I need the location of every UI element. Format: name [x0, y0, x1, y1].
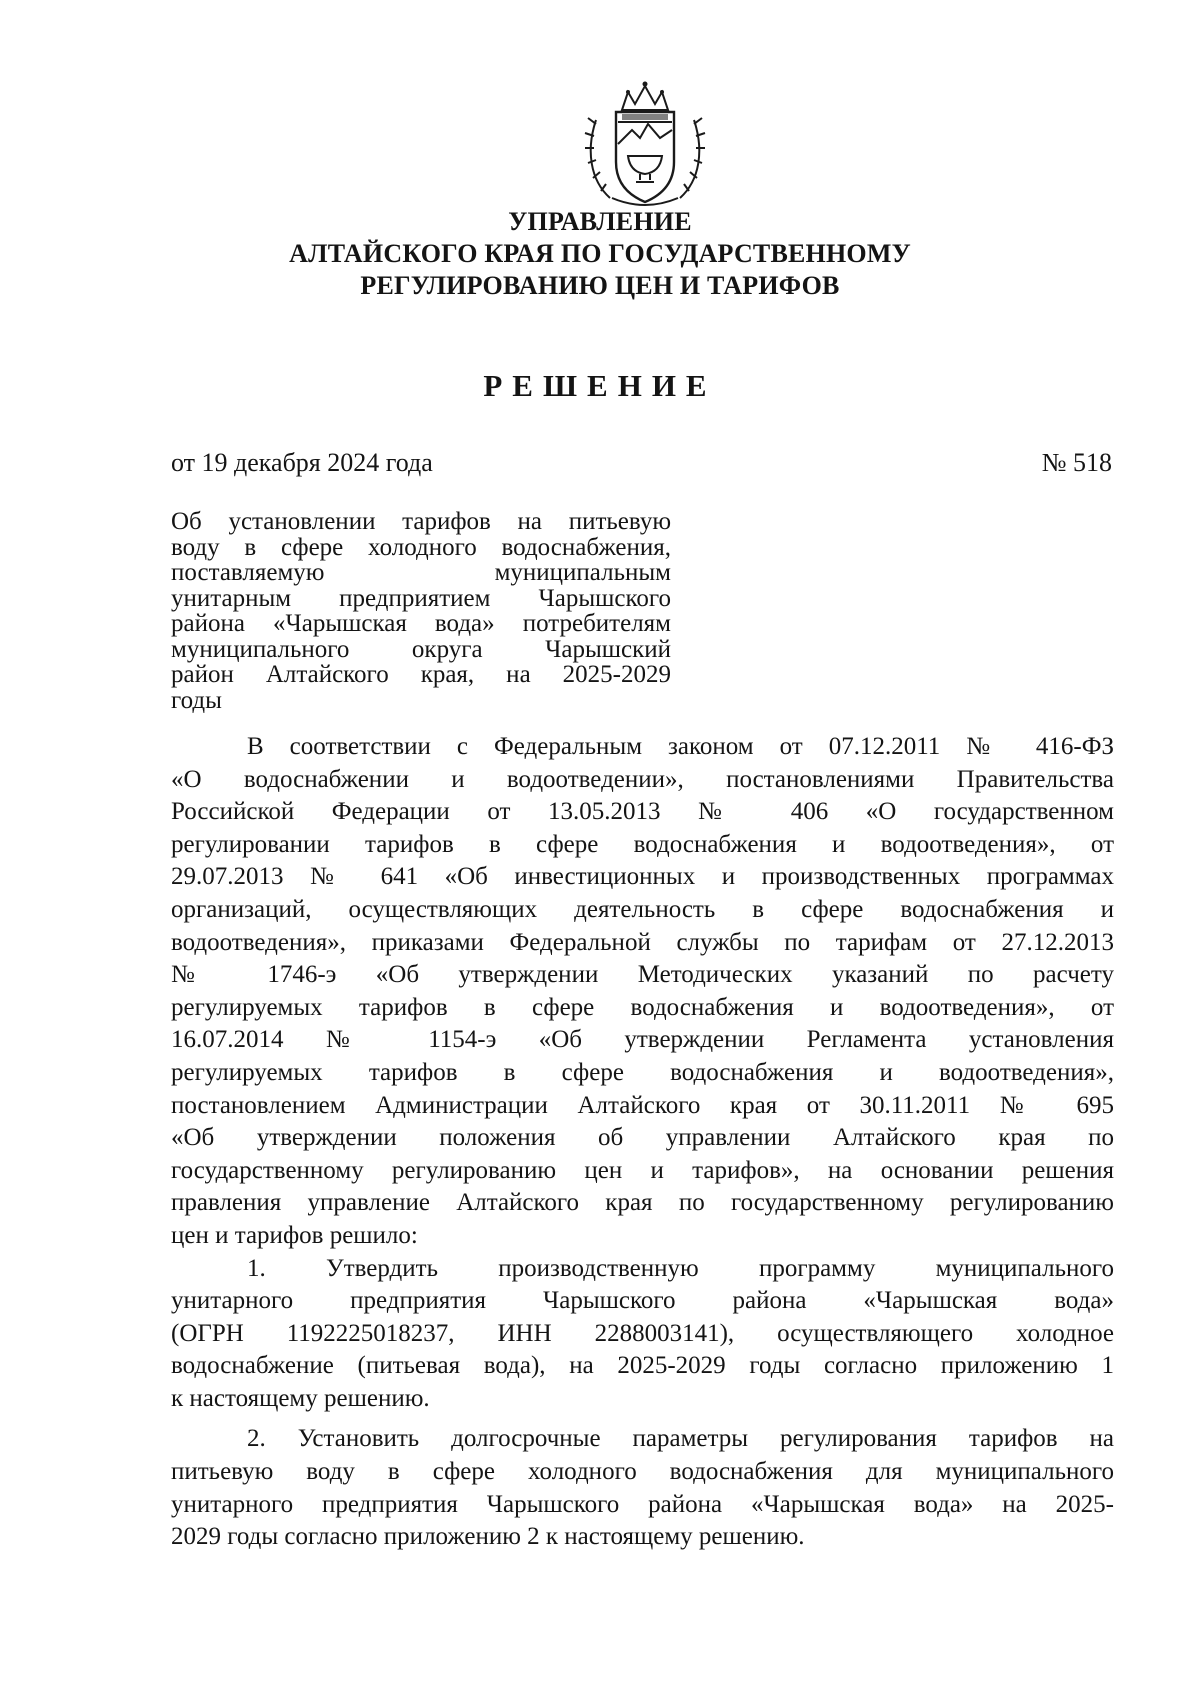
- item-1-line: (ОГРН 1192225018237, ИНН 2288003141), осуществляющего холодное: [171, 1319, 1114, 1347]
- subject-line: воду в сфере холодного водоснабжения,: [171, 533, 671, 561]
- subject-line: Об установлении тарифов на питьевую: [171, 508, 671, 535]
- preamble-line: В соответствии с Федеральным законом от 07.12.2011 № 416-ФЗ: [247, 733, 1114, 760]
- item-1-paragraph: [171, 1253, 1114, 1416]
- agency-line: АЛТАЙСКОГО КРАЯ ПО ГОСУДАРСТВЕННОМУ: [289, 239, 911, 268]
- document-type-title: РЕШЕНИЕ: [483, 368, 717, 403]
- decision-body: [171, 731, 1114, 1554]
- preamble-line: регулируемых тарифов в сфере водоснабжения и водоотведения»,: [171, 1058, 1114, 1086]
- preamble-line: цен и тарифов решило:: [171, 1221, 418, 1249]
- item-2-line: унитарного предприятия Чарышского района «Чарышская вода» на 2025-: [171, 1490, 1114, 1518]
- preamble-line: 16.07.2014 № 1154-э «Об утверждении Регламента установления: [171, 1026, 1114, 1054]
- preamble-line: организаций, осуществляющих деятельность в сфере водоснабжения и: [171, 895, 1114, 923]
- subject-line: района «Чарышская вода» потребителям: [171, 610, 671, 637]
- item-2-line: 2. Установить долгосрочные параметры регулирования тарифов на: [247, 1425, 1114, 1453]
- preamble-line: Российской Федерации от 13.05.2013 № 406 «О государственном: [171, 798, 1114, 826]
- subject-line: муниципального округа Чарышский: [171, 635, 671, 663]
- preamble-line: водоотведения», приказами Федеральной службы по тарифам от 27.12.2013: [171, 928, 1114, 956]
- preamble-line: правления управление Алтайского края по государственному регулированию: [171, 1189, 1114, 1217]
- coat-of-arms-icon: [582, 80, 708, 212]
- decision-number: № 518: [1041, 448, 1112, 477]
- subject-line: район Алтайского края, на 2025-2029: [171, 661, 671, 688]
- subject-line: унитарным предприятием Чарышского: [171, 584, 671, 612]
- item-1-line: унитарного предприятия Чарышского района «Чарышская вода»: [171, 1287, 1114, 1315]
- preamble-line: 29.07.2013 № 641 «Об инвестиционных и производственных программах: [171, 863, 1114, 891]
- coat-of-arms: [582, 80, 708, 212]
- item-2-line: питьевую воду в сфере холодного водоснабжения для муниципального: [171, 1458, 1114, 1486]
- decision-subject: [171, 509, 671, 713]
- item-1-line: 1. Утвердить производственную программу муниципального: [247, 1254, 1114, 1282]
- preamble-line: регулируемых тарифов в сфере водоснабжения и водоотведения», от: [171, 993, 1114, 1021]
- agency-line: УПРАВЛЕНИЕ: [508, 207, 692, 236]
- preamble-line: «О водоснабжении и водоотведении», постановлениями Правительства: [171, 765, 1114, 793]
- item-1-line: водоснабжение (питьевая вода), на 2025-2029 годы согласно приложению 1: [171, 1352, 1114, 1380]
- subject-line: годы: [171, 686, 222, 714]
- preamble-line: постановлением Администрации Алтайского края от 30.11.2011 № 695: [171, 1091, 1114, 1119]
- item-2-line: 2029 годы согласно приложению 2 к настоящему решению.: [171, 1523, 805, 1551]
- subject-line: поставляемую муниципальным: [171, 559, 671, 586]
- item-2-paragraph: [171, 1423, 1114, 1553]
- item-1-line: к настоящему решению.: [171, 1384, 430, 1412]
- agency-name: [0, 206, 1200, 302]
- preamble-line: регулировании тарифов в сфере водоснабжения и водоотведения», от: [171, 830, 1114, 858]
- preamble-line: «Об утверждении положения об управлении Алтайского края по: [171, 1124, 1114, 1152]
- preamble-line: № 1746-э «Об утверждении Методических указаний по расчету: [171, 961, 1114, 989]
- agency-line: РЕГУЛИРОВАНИЮ ЦЕН И ТАРИФОВ: [360, 271, 840, 300]
- preamble-paragraph: [171, 731, 1114, 1253]
- preamble-line: государственному регулированию цен и тарифов», на основании решения: [171, 1156, 1114, 1184]
- decision-date: от 19 декабря 2024 года: [171, 448, 433, 477]
